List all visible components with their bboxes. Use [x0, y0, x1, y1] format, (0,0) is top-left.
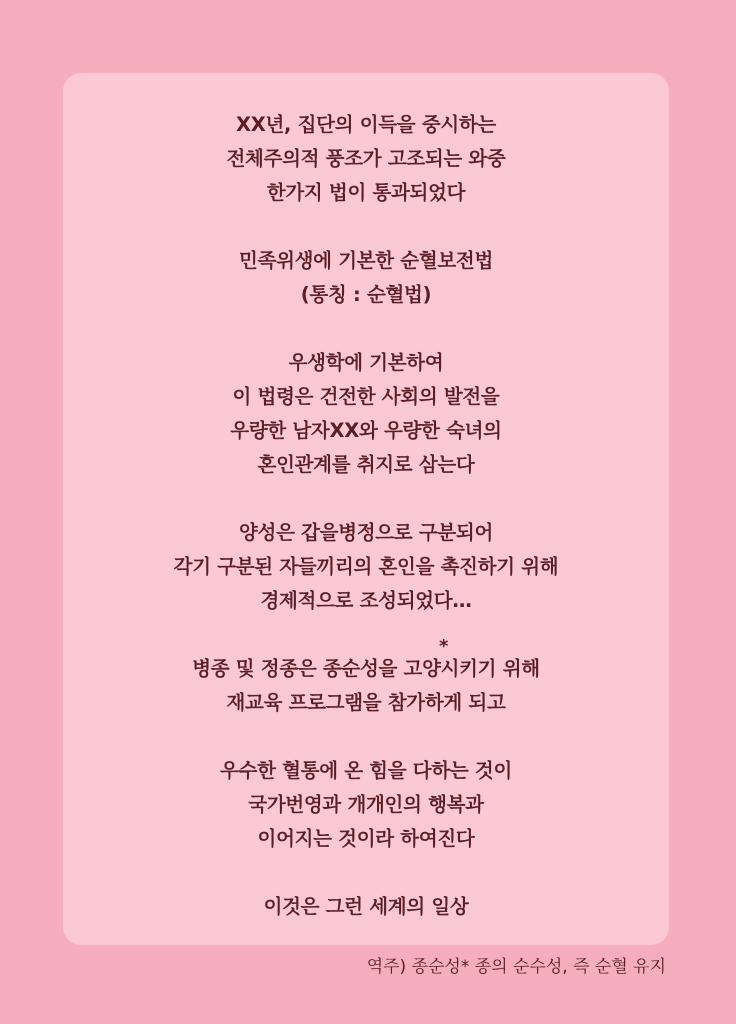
- text-line: 경제적으로 조성되었다…: [260, 589, 472, 612]
- text-line: 이것은 그런 세계의 일상: [263, 895, 469, 918]
- text-line: 우량한 남자XX와 우량한 숙녀의: [230, 419, 502, 442]
- paragraph-bloodline: [63, 754, 669, 856]
- text-line: 각기 구분된 자들끼리의 혼인을 촉진하기 위해: [173, 555, 559, 578]
- text-line: (통칭 : 순혈법): [300, 283, 432, 306]
- text-line: 이 법령은 건전한 사회의 발전을: [232, 385, 500, 408]
- paragraph-closing: [63, 890, 669, 924]
- paragraph-eugenics: [63, 346, 669, 482]
- footnote-marker: *: [439, 636, 449, 657]
- translator-footnote: 역주) 종순성* 종의 순수성, 즉 순혈 유지: [366, 957, 666, 977]
- text-line: 재교육 프로그램을 참가하게 되고: [226, 691, 506, 714]
- text-line: XX년, 집단의 이득을 중시하는: [236, 113, 496, 136]
- text-line: 한가지 법이 통과되었다: [266, 181, 466, 204]
- text-line: 병종 및 정종은 종순성을 고양시키기 위해: [192, 657, 540, 680]
- text-line: 이어지는 것이라 하여진다: [257, 827, 475, 850]
- text-line: 우수한 혈통에 온 힘을 다하는 것이: [220, 759, 512, 782]
- paragraph-law-name: [63, 244, 669, 312]
- paragraph-intro: [63, 108, 669, 210]
- text-line: 국가번영과 개개인의 행복과: [248, 793, 484, 816]
- paragraph-classes: [63, 516, 669, 618]
- text-line: 양성은 갑을병정으로 구분되어: [239, 521, 493, 544]
- text-line: 혼인관계를 취지로 삼는다: [257, 453, 475, 476]
- text-line: 우생학에 기본하여: [288, 351, 444, 374]
- text-line: 민족위생에 기본한 순혈보전법: [239, 249, 493, 272]
- text-line-with-marker: [63, 636, 669, 686]
- paragraph-reeducation: [63, 636, 669, 720]
- poem-body: [63, 108, 669, 958]
- text-line: 전체주의적 풍조가 고조되는 와중: [226, 147, 506, 170]
